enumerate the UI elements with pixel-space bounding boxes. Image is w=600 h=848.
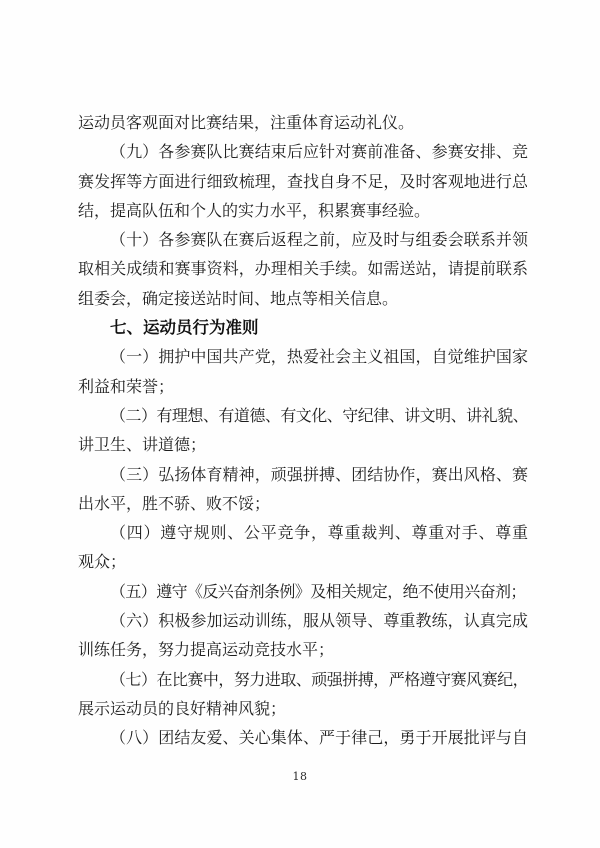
- text-line: 讲卫生、讲道德；: [78, 437, 207, 455]
- text-line: （七）在比赛中，努力进取、顽强拼搏，严格遵守赛风赛纪，: [110, 671, 528, 689]
- text-line: （五）遵守《反兴奋剂条例》及相关规定，绝不使用兴奋剂；: [110, 583, 526, 601]
- text-line: 观众；: [78, 554, 127, 572]
- text-line: 利益和荣誉；: [78, 378, 175, 396]
- text-line: （六）积极参加运动训练，服从领导、尊重教练，认真完成: [110, 613, 528, 631]
- text-line: 展示运动员的良好精神风貌；: [78, 700, 287, 718]
- text-line: （八）团结友爱、关心集体、严于律己，勇于开展批评与自: [110, 730, 528, 748]
- text-line: （十）各参赛队在赛后返程之前，应及时与组委会联系并领: [110, 232, 528, 250]
- text-line: 取相关成绩和赛事资料，办理相关手续。如需送站，请提前联系: [78, 261, 528, 279]
- text-line: 运动员客观面对比赛结果，注重体育运动礼仪。: [78, 115, 415, 132]
- text-line: 赛发挥等方面进行细致梳理，查找自身不足，及时客观地进行总: [78, 173, 528, 191]
- text-line: 结，提高队伍和个人的实力水平，积累赛事经验。: [78, 202, 431, 220]
- text-line: （二）有理想、有道德、有文化、守纪律、讲文明、讲礼貌、: [110, 407, 528, 425]
- text-line: 训练任务，努力提高运动竞技水平；: [78, 642, 335, 660]
- page-number: 18: [292, 770, 308, 783]
- text-line: （九）各参赛队比赛结束后应针对赛前准备、参赛安排、竞: [110, 144, 528, 162]
- text-line: （一）拥护中国共产党，热爱社会主义祖国，自觉维护国家: [110, 349, 528, 367]
- text-line: 组委会，确定接送站时间、地点等相关信息。: [78, 290, 399, 308]
- text-line: （四）遵守规则、公平竞争，尊重裁判、尊重对手、尊重: [110, 525, 528, 543]
- page-body: [78, 109, 528, 754]
- text-line: （三）弘扬体育精神，顽强拼搏、团结协作，赛出风格、赛: [110, 466, 528, 484]
- section-heading: 七、运动员行为准则: [110, 319, 259, 338]
- text-line: 出水平，胜不骄、败不馁；: [78, 495, 271, 513]
